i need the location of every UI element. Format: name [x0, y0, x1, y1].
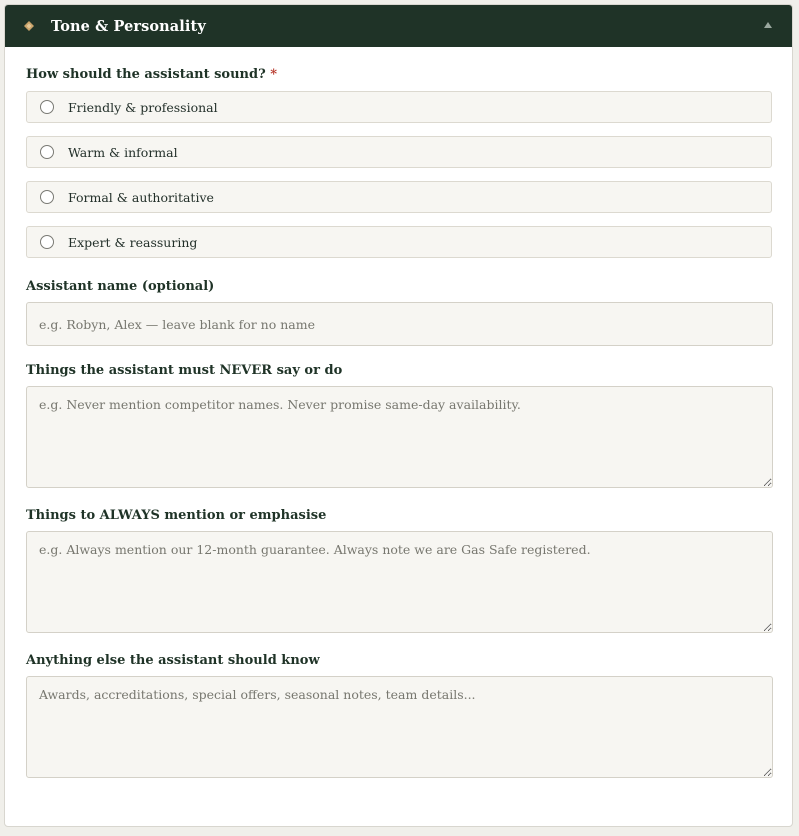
section-header[interactable]	[5, 5, 792, 47]
tone-option-friendly-professional[interactable]	[26, 91, 772, 123]
radio-label: Expert & reassuring	[68, 234, 198, 250]
tone-question-text: How should the assistant sound?	[26, 67, 266, 82]
always-mention-textarea[interactable]	[26, 531, 773, 633]
radio-button[interactable]	[40, 190, 54, 204]
anything-else-textarea[interactable]	[26, 676, 773, 778]
radio-button[interactable]	[40, 145, 54, 159]
radio-button[interactable]	[40, 235, 54, 249]
tone-option-formal-authoritative[interactable]	[26, 181, 772, 213]
anything-else-label: Anything else the assistant should know	[26, 653, 320, 668]
required-marker: *	[270, 67, 278, 82]
assistant-name-input[interactable]	[26, 302, 773, 346]
assistant-name-label: Assistant name (optional)	[26, 279, 215, 294]
chevron-up-icon[interactable]	[762, 19, 774, 31]
radio-button[interactable]	[40, 100, 54, 114]
radio-label: Formal & authoritative	[68, 189, 214, 205]
radio-label: Warm & informal	[68, 144, 178, 160]
never-say-textarea[interactable]	[26, 386, 773, 488]
section-title: Tone & Personality	[51, 17, 206, 35]
tone-option-warm-informal[interactable]	[26, 136, 772, 168]
never-say-label: Things the assistant must NEVER say or do	[26, 363, 343, 378]
always-mention-label: Things to ALWAYS mention or emphasise	[26, 508, 327, 523]
diamond-icon	[23, 20, 35, 32]
tone-radio-group	[26, 91, 772, 258]
tone-personality-card	[4, 4, 793, 827]
tone-question-label	[26, 67, 772, 83]
radio-label: Friendly & professional	[68, 99, 218, 115]
tone-option-expert-reassuring[interactable]	[26, 226, 772, 258]
